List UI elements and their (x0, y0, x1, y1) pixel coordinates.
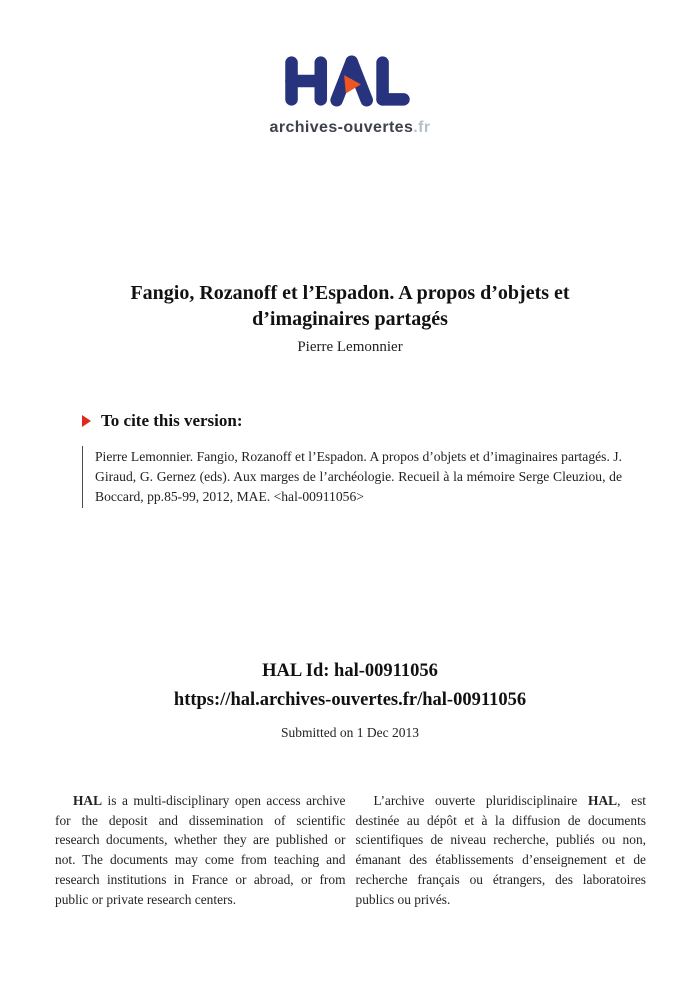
paper-title-line1: Fangio, Rozanoff et l’Espadon. A propos d’objets et (130, 282, 570, 304)
about-french-pre: L’archive ouverte pluridisciplinaire (373, 793, 589, 808)
paper-author: Pierre Lemonnier (297, 339, 403, 356)
about-english (55, 791, 346, 909)
about-hal-columns (55, 791, 646, 909)
cite-heading-row (82, 411, 622, 431)
logo-subtext-fr: .fr (413, 119, 431, 136)
about-english-bold: HAL (73, 793, 103, 808)
about-english-text: is a multi-disciplinary open access archive for the deposit and dissemination of scientific research documents, whether they are published or not. The documents may come from teaching and research institutions in France or abroad, or from public or private research centers. (55, 793, 346, 907)
cite-arrow-icon (82, 415, 91, 427)
title-block (40, 281, 660, 356)
citation-text: Pierre Lemonnier. Fangio, Rozanoff et l’Espadon. A propos d’objets et d’imaginaires partagés. J. Giraud, G. Gernez (eds). Aux marges de l’archéologie. Recueil à la mémoire Serge Cleuziou, de Boccard, pp.85-99, 2012, MAE. <hal-00911056> (82, 446, 622, 508)
about-french (356, 791, 647, 909)
cite-heading: To cite this version: (101, 411, 243, 430)
about-french-text: , est destinée au dépôt et à la diffusion de documents scientifiques de niveau recherche, publiés ou non, émanant des établissements d’enseignement et de recherche français ou étrangers, des laboratoires publics ou privés. (355, 793, 646, 907)
hal-logo (0, 50, 700, 137)
hal-id-block (0, 661, 700, 741)
hal-url-link[interactable]: https://hal.archives-ouvertes.fr/hal-00911056 (173, 690, 527, 710)
paper-title-line2: d’imaginaires partagés (252, 307, 448, 330)
paper-title (40, 281, 660, 332)
logo-subtext-main: archives-ouvertes (269, 119, 414, 136)
hal-id: HAL Id: hal-00911056 (262, 661, 438, 681)
about-french-bold: HAL (588, 793, 618, 808)
submission-date: Submitted on 1 Dec 2013 (281, 725, 419, 740)
hal-logo-subtext (0, 119, 700, 137)
cite-section (82, 411, 622, 508)
hal-logo-mark (279, 50, 421, 112)
